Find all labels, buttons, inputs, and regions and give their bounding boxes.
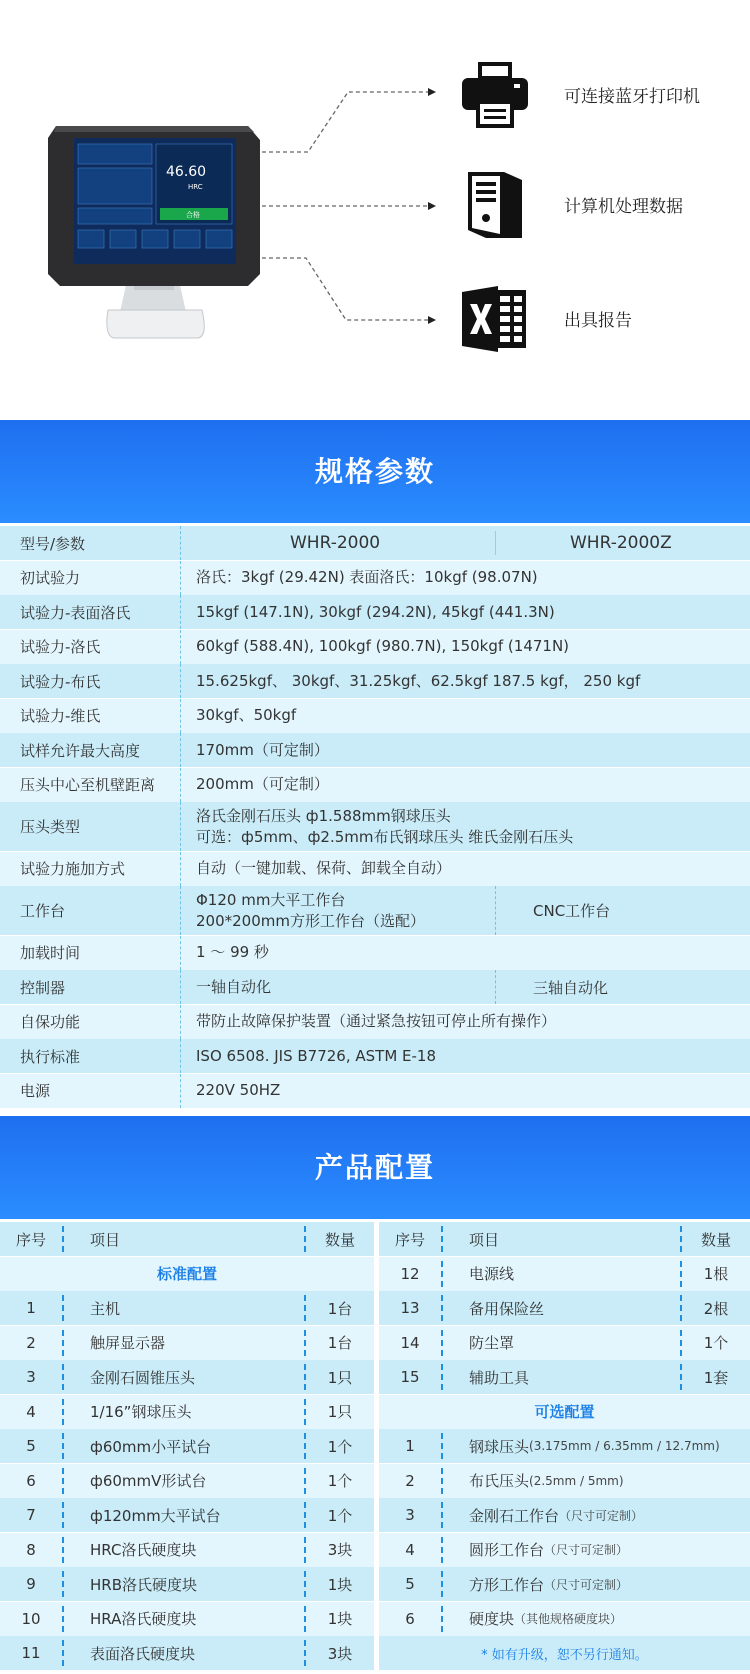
column-divider — [441, 1537, 443, 1563]
config-item-row — [0, 1464, 374, 1498]
item-note: (3.175mm / 6.35mm / 12.7mm) — [529, 1439, 720, 1453]
item-name: 辅助工具 — [469, 1368, 530, 1387]
optional-item-row — [379, 1498, 750, 1532]
item-no: 4 — [405, 1540, 415, 1559]
column-divider — [62, 1433, 64, 1459]
spec-key: 压头中心至机壁距离 — [20, 776, 156, 794]
spec-value — [196, 886, 425, 935]
column-divider — [180, 1039, 181, 1073]
item-no: 8 — [26, 1540, 36, 1559]
item-note: （尺寸可定制） — [559, 1508, 644, 1523]
spec-value-text: 200*200mm方形工作台（选配） — [196, 911, 425, 930]
column-divider — [180, 970, 181, 1004]
config-item-row — [0, 1567, 374, 1601]
screen-reading: 46.60 — [166, 164, 207, 180]
column-divider — [441, 1606, 443, 1632]
spec-value-text: 15kgf (147.1N), 30kgf (294.2N), 45kgf (441.3N) — [196, 602, 555, 621]
spec-value — [196, 936, 269, 970]
spec-value-text: 洛氏金刚石压头 ф1.588mm钢球压头 — [196, 806, 451, 825]
column-divider — [441, 1468, 443, 1494]
screen-scale: HRC — [188, 183, 203, 191]
item-name — [469, 1602, 622, 1636]
item-name: ф60mm小平试台 — [90, 1437, 212, 1456]
item-qty: 1块 — [327, 1610, 353, 1628]
column-divider — [441, 1433, 443, 1459]
config-item-row — [0, 1360, 374, 1394]
config-table-right — [379, 1222, 750, 1671]
item-note: （尺寸可定制） — [544, 1543, 629, 1557]
header-no: 序号 — [394, 1230, 425, 1249]
item-name-text: 圆形工作台 — [469, 1541, 545, 1559]
spec-value — [196, 1039, 436, 1073]
column-divider — [62, 1606, 64, 1632]
model-divider — [495, 531, 496, 555]
item-name: HRB洛氏硬度块 — [90, 1575, 197, 1594]
spec-value-text: ISO 6508. JIS B7726, ASTM E-18 — [196, 1046, 436, 1065]
column-divider — [180, 802, 181, 851]
footnote-row — [379, 1636, 750, 1670]
column-divider — [180, 1005, 181, 1039]
item-no: 4 — [26, 1402, 36, 1421]
header-item: 项目 — [469, 1230, 500, 1249]
column-divider — [441, 1571, 443, 1597]
item-no: 14 — [400, 1333, 420, 1352]
spec-row — [0, 1005, 750, 1039]
item-no: 7 — [26, 1506, 36, 1524]
item-qty: 2根 — [703, 1299, 729, 1318]
item-qty: 3块 — [327, 1541, 353, 1559]
column-divider — [62, 1330, 64, 1356]
item-name — [469, 1533, 628, 1567]
column-divider — [62, 1537, 64, 1563]
spec-row — [0, 595, 750, 629]
spec-row — [0, 802, 750, 851]
item-qty: 1个 — [327, 1437, 353, 1456]
item-no: 3 — [26, 1368, 36, 1386]
config-item-row — [0, 1533, 374, 1567]
item-name: 电源线 — [469, 1265, 515, 1283]
spec-value-b: CNC工作台 — [533, 902, 611, 920]
column-divider — [441, 1330, 443, 1356]
spec-value-text: 带防止故障保护装置（通过紧急按钮可停止所有操作） — [196, 1012, 557, 1030]
item-no: 11 — [21, 1644, 41, 1662]
item-qty: 1只 — [327, 1368, 353, 1387]
config-item-row — [0, 1602, 374, 1636]
spec-row — [0, 561, 750, 595]
item-qty: 1只 — [327, 1403, 353, 1421]
item-no: 1 — [405, 1437, 415, 1455]
optional-item-row — [379, 1567, 750, 1601]
spec-value — [196, 768, 329, 802]
item-note: (2.5mm / 5mm) — [529, 1473, 624, 1488]
spec-row — [0, 970, 750, 1004]
item-qty: 1个 — [703, 1334, 729, 1352]
config-item-row — [379, 1326, 750, 1360]
computer-tower-icon — [460, 170, 530, 240]
spec-key: 试验力-布氏 — [20, 672, 101, 691]
item-no: 9 — [26, 1575, 36, 1593]
item-qty: 1个 — [327, 1472, 353, 1490]
column-divider — [62, 1468, 64, 1494]
feature-section — [0, 0, 750, 420]
config-item-row — [0, 1498, 374, 1532]
config-item-row — [0, 1395, 374, 1429]
column-divider — [441, 1502, 443, 1528]
item-name: 触屏显示器 — [90, 1334, 166, 1352]
column-divider — [62, 1571, 64, 1597]
model-b-label: WHR-2000Z — [570, 533, 672, 553]
spec-header-row — [0, 526, 750, 560]
item-name: HRA洛氏硬度块 — [90, 1610, 197, 1628]
spec-value-text: 1 ～ 99 秒 — [196, 943, 269, 961]
column-divider — [180, 526, 181, 560]
spec-value-b: 三轴自动化 — [533, 978, 609, 997]
column-divider — [495, 886, 496, 935]
spec-value — [196, 1074, 280, 1108]
column-divider — [180, 1074, 181, 1108]
spec-value-text: 200mm（可定制） — [196, 775, 329, 793]
config-item-row — [0, 1429, 374, 1463]
spec-key: 压头类型 — [20, 818, 81, 836]
item-qty: 1块 — [327, 1575, 353, 1594]
item-name: 1/16”钢球压头 — [90, 1403, 192, 1421]
hardness-tester-display-image — [48, 126, 260, 342]
spec-value-text: 60kgf (588.4N), 100kgf (980.7N), 150kgf (1471N) — [196, 637, 570, 655]
spec-key: 试验力-维氏 — [20, 707, 101, 725]
item-no: 3 — [405, 1506, 415, 1524]
spec-row — [0, 852, 750, 886]
feature-printer — [460, 60, 750, 140]
spec-key: 试验力施加方式 — [20, 860, 126, 878]
spec-value-text: 220V 50HZ — [196, 1081, 281, 1099]
config-item-row — [0, 1291, 374, 1325]
column-divider — [180, 733, 181, 767]
screen-status: 合格 — [186, 211, 200, 219]
column-divider — [441, 1364, 443, 1390]
column-divider — [62, 1364, 64, 1390]
item-no: 5 — [405, 1575, 415, 1593]
item-name — [469, 1567, 628, 1601]
model-a-label: WHR-2000 — [290, 533, 381, 553]
config-item-row — [379, 1257, 750, 1291]
item-qty: 3块 — [327, 1644, 353, 1663]
column-divider — [62, 1399, 64, 1425]
spec-value-text: 可选：ф5mm、ф2.5mm布氏钢球压头 维氏金刚石压头 — [196, 827, 574, 846]
column-divider — [180, 664, 181, 698]
spec-table — [0, 526, 750, 1108]
spec-value-text: 15.625kgf、 30kgf、31.25kgf、62.5kgf 187.5 kgf， 250 kgf — [196, 671, 641, 690]
item-no: 12 — [400, 1264, 420, 1283]
feature-label: 可连接蓝牙打印机 — [564, 87, 700, 107]
spec-row — [0, 936, 750, 970]
column-divider — [180, 936, 181, 970]
item-qty: 1套 — [703, 1368, 729, 1387]
spec-key: 执行标准 — [20, 1047, 81, 1066]
optional-item-row — [379, 1533, 750, 1567]
item-name-text: 方形工作台 — [469, 1575, 545, 1594]
column-divider — [62, 1640, 64, 1666]
spec-row — [0, 630, 750, 664]
spec-value — [196, 699, 296, 733]
item-qty: 1台 — [327, 1334, 353, 1352]
item-qty: 1根 — [703, 1265, 729, 1283]
spec-value-text: Φ120 mm大平工作台 — [196, 890, 346, 909]
item-no: 15 — [400, 1368, 420, 1386]
spec-key: 初试验力 — [20, 569, 81, 587]
spec-key: 控制器 — [20, 978, 66, 997]
feature-excel — [460, 284, 750, 364]
spec-value-text: 170mm（可定制） — [196, 740, 329, 759]
spec-value-text: 一轴自动化 — [196, 977, 272, 996]
column-divider — [62, 1502, 64, 1528]
item-name: HRC洛氏硬度块 — [90, 1541, 197, 1559]
item-name-text: 钢球压头 — [469, 1437, 530, 1456]
standard-config-label-row — [0, 1257, 374, 1291]
spec-key: 自保功能 — [20, 1013, 81, 1031]
header-qty: 数量 — [700, 1230, 731, 1249]
spec-value — [196, 733, 329, 767]
optional-item-row — [379, 1429, 750, 1463]
item-no: 2 — [26, 1333, 36, 1352]
spec-key: 试样允许最大高度 — [20, 741, 141, 760]
header-qty: 数量 — [324, 1230, 355, 1249]
spec-key: 加载时间 — [20, 944, 81, 962]
header-no: 序号 — [15, 1230, 46, 1249]
item-note: （尺寸可定制） — [544, 1577, 629, 1592]
column-divider — [441, 1261, 443, 1287]
footnote: * 如有升级，恕不另行通知。 — [481, 1647, 648, 1663]
item-no: 10 — [21, 1609, 41, 1628]
column-divider — [495, 970, 496, 1004]
column-divider — [180, 630, 181, 664]
item-no: 13 — [400, 1299, 420, 1317]
column-divider — [180, 886, 181, 935]
spec-value — [196, 630, 569, 664]
spec-key: 电源 — [20, 1082, 51, 1100]
item-name: ф120mm大平试台 — [90, 1506, 221, 1525]
item-name: 防尘罩 — [469, 1334, 515, 1352]
item-no: 2 — [405, 1471, 415, 1490]
spec-value — [196, 664, 640, 698]
spec-row — [0, 768, 750, 802]
item-name-text: 金刚石工作台 — [469, 1506, 560, 1525]
spec-value — [196, 561, 538, 595]
item-name — [469, 1429, 720, 1463]
item-name: 金刚石圆锥压头 — [90, 1368, 196, 1387]
config-item-row — [0, 1636, 374, 1670]
excel-icon — [460, 284, 530, 354]
column-divider — [62, 1226, 64, 1252]
spec-value — [196, 802, 573, 851]
item-name: ф60mmV形试台 — [90, 1472, 207, 1490]
feature-label: 计算机处理数据 — [564, 197, 683, 217]
column-divider — [62, 1295, 64, 1321]
spec-key: 型号/参数 — [20, 534, 86, 553]
item-name: 主机 — [90, 1299, 121, 1318]
item-name-text: 布氏压头 — [469, 1472, 530, 1490]
spec-row — [0, 1074, 750, 1108]
spec-value-text: 自动（一键加载、保荷、卸载全自动） — [196, 859, 452, 877]
spec-value — [196, 970, 271, 1004]
optional-config-label: 可选配置 — [534, 1403, 595, 1421]
config-table-left — [0, 1222, 374, 1671]
item-no: 6 — [26, 1471, 36, 1490]
spec-value-text: 洛氏：3kgf (29.42N) 表面洛氏：10kgf (98.07N) — [196, 568, 538, 586]
optional-config-label-row — [379, 1395, 750, 1429]
spec-row — [0, 1039, 750, 1073]
item-name: 表面洛氏硬度块 — [90, 1644, 196, 1663]
spec-row — [0, 733, 750, 767]
config-item-row — [379, 1360, 750, 1394]
optional-item-row — [379, 1464, 750, 1498]
standard-config-label: 标准配置 — [156, 1265, 217, 1283]
column-divider — [180, 699, 181, 733]
item-name — [469, 1498, 643, 1532]
column-divider — [441, 1295, 443, 1321]
optional-item-row — [379, 1602, 750, 1636]
printer-icon — [460, 60, 530, 130]
spec-value — [196, 1005, 556, 1039]
item-no: 6 — [405, 1609, 415, 1628]
item-no: 1 — [26, 1299, 36, 1317]
column-divider — [180, 595, 181, 629]
config-item-row — [0, 1326, 374, 1360]
spec-value — [196, 852, 451, 886]
item-name-text: 硬度块 — [469, 1610, 515, 1628]
item-name — [469, 1464, 624, 1498]
spec-row — [0, 664, 750, 698]
feature-label: 出具报告 — [564, 311, 632, 331]
item-name: 备用保险丝 — [469, 1299, 545, 1318]
item-qty: 1台 — [327, 1299, 353, 1318]
spec-value-text: 30kgf、50kgf — [196, 706, 297, 724]
feature-computer — [460, 170, 750, 250]
header-item: 项目 — [90, 1230, 121, 1249]
spec-value — [196, 595, 555, 629]
config-header-row — [379, 1222, 750, 1256]
config-header-row — [0, 1222, 374, 1256]
column-divider — [180, 852, 181, 886]
item-qty: 1个 — [327, 1506, 353, 1525]
spec-row — [0, 886, 750, 935]
config-item-row — [379, 1291, 750, 1325]
item-note: （其他规格硬度块） — [514, 1612, 623, 1626]
column-divider — [441, 1226, 443, 1252]
spec-key: 工作台 — [20, 902, 66, 920]
item-no: 5 — [26, 1437, 36, 1455]
spec-key: 试验力-表面洛氏 — [20, 603, 131, 622]
spec-section-title: 规格参数 — [0, 420, 750, 523]
config-section-title: 产品配置 — [0, 1116, 750, 1219]
spec-row — [0, 699, 750, 733]
column-divider — [180, 768, 181, 802]
column-divider — [180, 561, 181, 595]
spec-key: 试验力-洛氏 — [20, 638, 101, 656]
